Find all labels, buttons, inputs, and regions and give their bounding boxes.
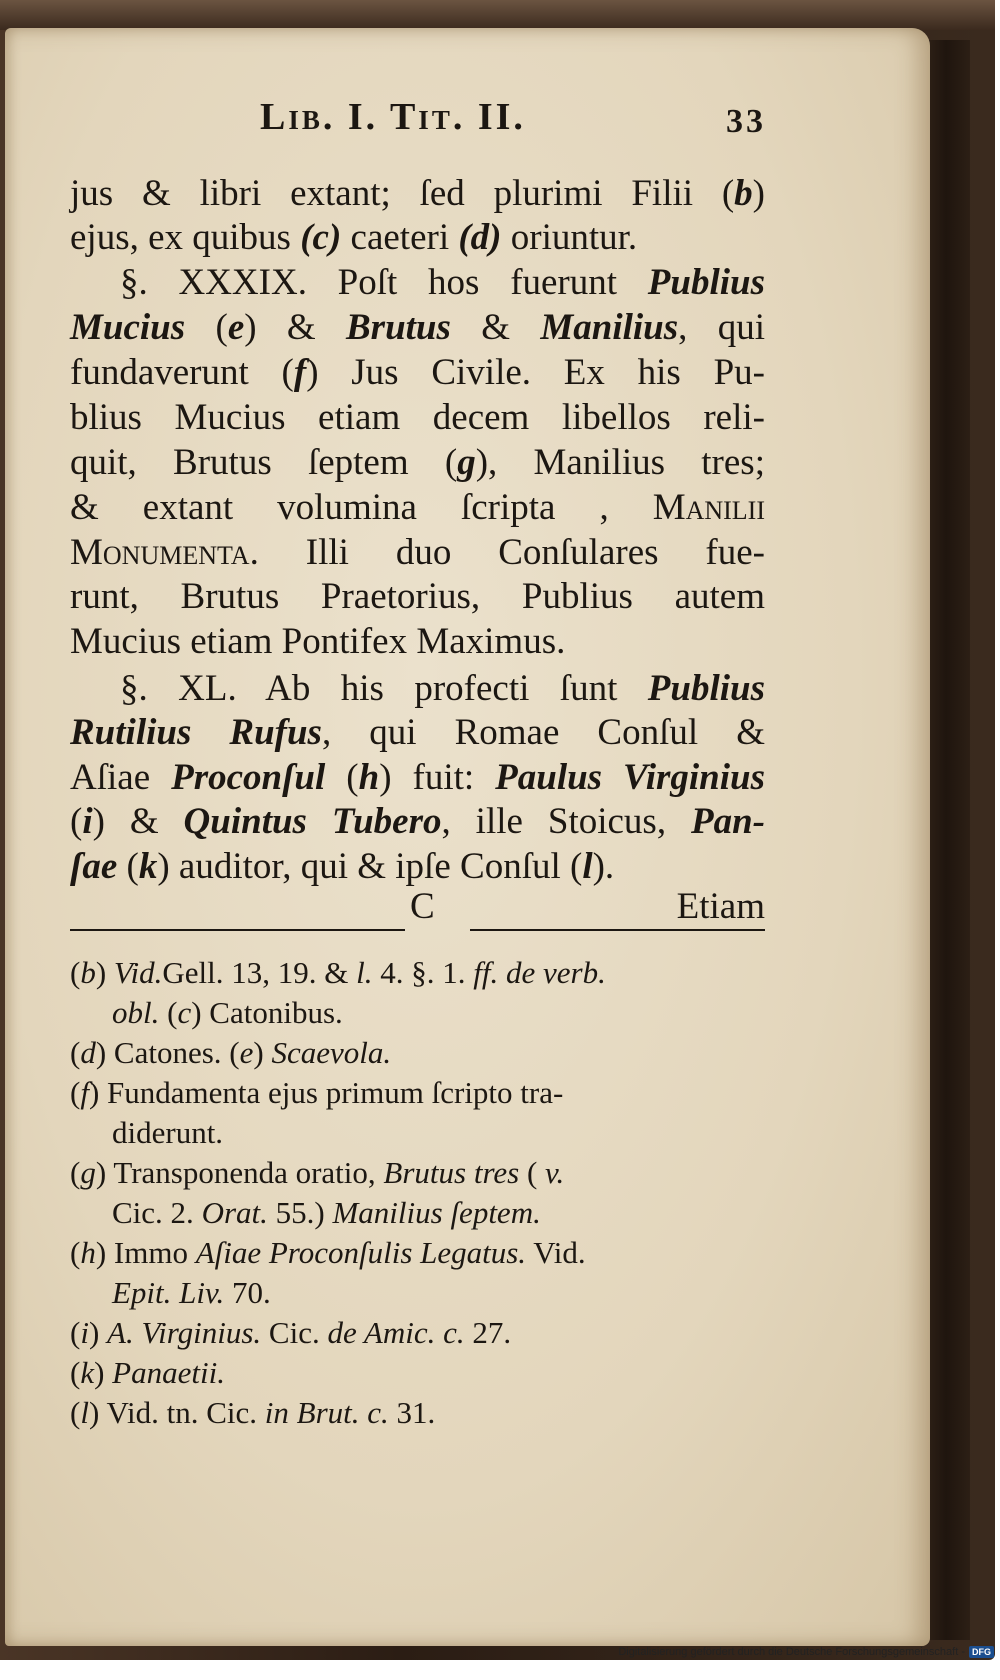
footnote-italic: b [80,955,96,990]
footnote-text: ( [70,1355,81,1390]
footnote-text: 31. [388,1395,436,1430]
footnote-text: ) Vid. tn. Cic. [88,1395,265,1430]
line-text: ) Jus Civile. Ex his Pu- [306,352,765,393]
body-line [70,306,765,350]
footnote-italic: Vid. [113,955,163,990]
dfg-logo: DFG [969,1646,994,1658]
emphasis-text: (c) [300,217,342,258]
body-line [70,396,765,440]
footnote-text: Cic. [261,1315,328,1350]
footnote-line [70,1353,760,1393]
emphasis-text: h [358,757,380,798]
body-line [120,667,765,711]
line-text: ) & [92,801,184,842]
line-text: ) fuit: [379,757,496,798]
footnote-italic: in Brut. c. [264,1395,389,1430]
footnote-italic: g [80,1155,96,1190]
footnote-line [70,1313,760,1353]
line-text: & [450,307,541,348]
emphasis-text: Publius [647,668,765,709]
emphasis-text: (d) [458,217,502,258]
footnote-italic: f [80,1075,89,1110]
body-line [70,845,765,889]
footnote-italic: ff. de verb. [473,955,606,990]
footnote-text: ( [159,995,178,1030]
footnote-text: ) [94,1355,113,1390]
emphasis-text: Mucius [70,307,186,348]
line-text: Aſiae [70,757,172,798]
footnote-text: Vid. [526,1235,586,1270]
line-text: blius Mucius etiam decem libellos reli- [70,397,765,438]
footnote-text: ( [70,1155,81,1190]
footnote-italic: Panaetii. [112,1355,225,1390]
footnote-text: ( [70,1235,81,1270]
emphasis-text: e [227,307,245,348]
footnote-text: Cic. 2. [112,1195,202,1230]
footnote-italic: d [80,1035,96,1070]
emphasis-text: Manilii [652,487,765,528]
emphasis-text: g [457,442,476,483]
footnote-text: ( [70,1075,81,1110]
footnote-text: ) [95,955,114,990]
line-text: ( [70,801,83,842]
emphasis-text: ſae [70,846,118,887]
line-text: & extant volumina ſcripta , [70,487,653,528]
catchword: Etiam [676,886,765,927]
footnote-text: 4. §. 1. [372,955,474,990]
footnote-italic: Aſiae Proconſulis Legatus. [195,1235,527,1270]
line-text: ) [752,173,765,214]
emphasis-text: Quintus Tubero [183,801,442,842]
body-line [70,486,765,530]
footnote-italic: Brutus tres [383,1155,520,1190]
line-text: ), Manilius tres; [475,442,765,483]
catchword-line [70,885,765,929]
footnote-text: ) Catones. ( [95,1035,240,1070]
emphasis-text: f [293,352,307,393]
running-header [70,95,770,145]
footnote-line [112,1273,802,1313]
footnote-text: ( [70,955,81,990]
body-line [70,172,765,216]
line-text: oriuntur. [501,217,638,258]
footnote-text: Gell. 13, 19. & [162,955,357,990]
emphasis-text: i [82,801,93,842]
footnote-text: ( [70,1315,81,1350]
body-line [70,351,765,395]
footnote-italic: e [239,1035,254,1070]
line-text: ) auditor, qui & ipſe Conſul ( [157,846,583,887]
footnote-text: ) [253,1035,272,1070]
footnote-text: ) [88,1315,108,1350]
footnote-rule-right [470,929,765,931]
emphasis-text: Brutus [346,307,451,348]
line-text: , qui Romae Conſul & [321,712,765,753]
footnote-text: ) Immo [95,1235,196,1270]
emphasis-text: Pan- [691,801,765,842]
footnote-line [70,1233,760,1273]
body-line [70,756,765,800]
footnote-italic: h [80,1235,96,1270]
emphasis-text: Monumenta [70,532,250,573]
emphasis-text: Manilius [540,307,679,348]
line-text: Mucius etiam Pontifex Maximus. [70,621,566,662]
line-text: fundaverunt ( [70,352,294,393]
footnote-text: ( [70,1395,81,1430]
footnote-line [112,1193,802,1233]
footnote-text: 70. [224,1275,271,1310]
footnote-text: ) Fundamenta ejus primum ſcripto tra- [88,1075,564,1110]
footnote-line [70,1393,760,1433]
footnote-text: ) Catonibus. [191,995,343,1030]
line-text: , qui [678,307,766,348]
line-text: ( [185,307,228,348]
footnote-italic: i [80,1315,89,1350]
line-text: ( [325,757,359,798]
footnote-italic: c [177,995,192,1030]
footnote-italic: l. [356,955,373,990]
line-text: , ille Stoicus, [441,801,691,842]
line-text: . Illi duo Conſulares fue- [249,532,765,573]
footnote-text: ) Transponenda oratio, [95,1155,384,1190]
footnote-line [70,1153,760,1193]
page-number: 33 [726,103,766,140]
body-line [70,575,765,619]
footnote-text: 55.) [267,1195,333,1230]
footnote-line [70,1073,760,1113]
body-line [70,800,765,844]
footnote-line [112,993,802,1033]
line-text: ) & [244,307,346,348]
credit-text: Digitalisierung gefördert durch die Deutsche Forschungsgemeinschaft - [618,1646,965,1658]
signature-mark: C [410,886,435,927]
footnote-line [70,953,760,993]
footnote-italic: Orat. [201,1195,268,1230]
footnote-italic: Epit. Liv. [112,1275,225,1310]
line-text: ( [117,846,139,887]
emphasis-text: b [734,173,753,214]
footnote-italic: Scaevola. [271,1035,392,1070]
footnote-italic: l [80,1395,89,1430]
line-text: quit, Brutus ſeptem ( [70,442,458,483]
footnote-italic: A. Virginius. [107,1315,262,1350]
emphasis-text: Rutilius Rufus [70,712,322,753]
line-text: ejus, ex quibus [70,217,301,258]
footnote-line [112,1113,802,1153]
footnote-italic: k [80,1355,95,1390]
footnote-text: ( [519,1155,546,1190]
footnote-text: 27. [464,1315,512,1350]
emphasis-text: Publius [647,262,765,303]
line-text: jus & libri extant; ſed plurimi Filii ( [70,173,735,214]
body-line [120,261,765,305]
line-text: caeteri [341,217,459,258]
footnote-italic: Manilius ſeptem. [332,1195,541,1230]
body-line [70,711,765,755]
footnote-text: diderunt. [112,1115,224,1150]
body-line [70,441,765,485]
emphasis-text: k [138,846,158,887]
footnote-italic: v. [545,1155,565,1190]
footnote-text: ( [70,1035,81,1070]
line-text: §. XL. Ab his profecti ſunt [120,668,648,709]
body-line [70,531,765,575]
digitization-credit [618,1646,994,1658]
footnote-italic: obl. [112,995,160,1030]
line-text: runt, Brutus Praetorius, Publius autem [70,576,765,617]
body-line [70,620,765,664]
emphasis-text: l [582,846,593,887]
footnote-rule-left [70,929,405,931]
line-text: §. XXXIX. Poſt hos fuerunt [120,262,648,303]
emphasis-text: Proconſul [171,757,326,798]
emphasis-text: Paulus Virginius [495,757,765,798]
body-line [70,216,765,260]
footnote-line [70,1033,760,1073]
footnote-italic: de Amic. c. [327,1315,465,1350]
line-text: ). [592,846,615,887]
running-title: Lib. I. Tit. II. [260,96,526,138]
